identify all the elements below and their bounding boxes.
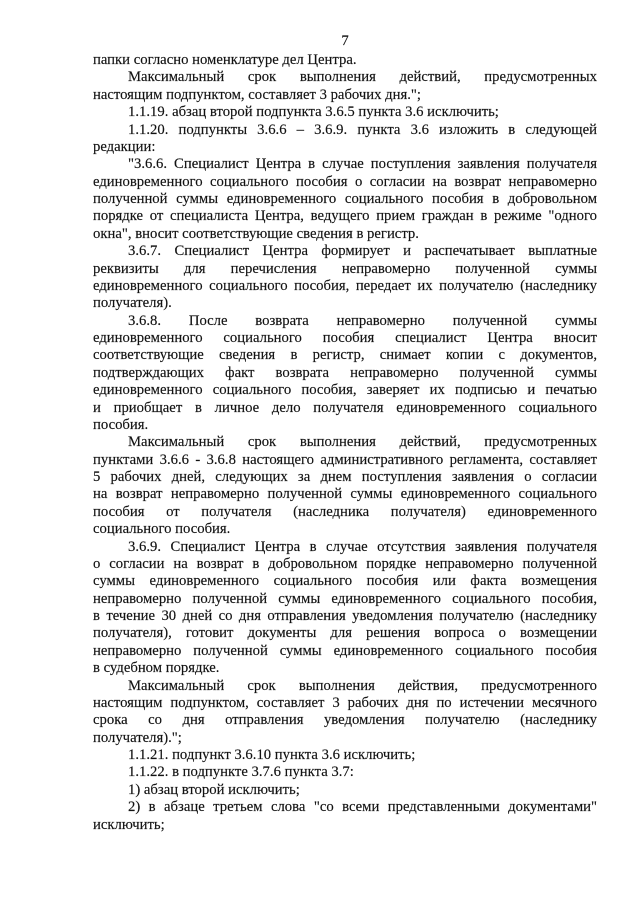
text-line: 3.6.7. Специалист Центра формирует и распечатывает выплатные xyxy=(128,243,597,260)
paragraph xyxy=(93,799,597,834)
text-line: пособия от получателя (наследника получателя) единовременного xyxy=(93,503,597,520)
text-line: исключить; xyxy=(93,816,165,833)
text-line: 1.1.19. абзац второй подпункта 3.6.5 пункта 3.6 исключить; xyxy=(128,104,499,121)
paragraph xyxy=(93,69,597,104)
paragraph xyxy=(93,313,597,435)
text-line: реквизиты для перечисления неправомерно полученной суммы xyxy=(93,260,597,277)
paragraph xyxy=(93,122,597,157)
text-line: получателя). xyxy=(93,295,172,312)
paragraph xyxy=(93,243,597,313)
text-line: 5 рабочих дней, следующих за днем поступления заявления о согласии xyxy=(93,469,597,485)
text-line: соответствующие сведения в регистр, снимает копии с документов, xyxy=(93,347,597,364)
text-line: получателя)."; xyxy=(93,729,182,746)
document-body xyxy=(93,52,597,834)
paragraph-continuation xyxy=(93,52,597,69)
paragraph xyxy=(93,434,597,538)
paragraph xyxy=(93,747,597,764)
text-line: суммы единовременного социального пособия или факта возмещения xyxy=(93,573,597,590)
text-line: единовременного социального пособия специалист Центра вносит xyxy=(93,330,597,346)
text-line: пунктами 3.6.6 - 3.6.8 настоящего административного регламента, составляет xyxy=(93,451,597,468)
text-line: 2) в абзаце третьем слова "со всеми представленными документами" xyxy=(128,799,597,816)
text-line: пособия. xyxy=(93,416,149,433)
paragraph xyxy=(93,678,597,748)
text-line: и приобщает в личное дело получателя единовременного социального xyxy=(93,399,597,416)
text-line: единовременного социального пособия о согласии на возврат неправомерно xyxy=(93,173,597,190)
text-line: Максимальный срок выполнения действий, предусмотренных xyxy=(128,434,597,451)
text-line: настоящим подпунктом, составляет 3 рабочих дня по истечении месячного xyxy=(93,694,597,711)
paragraph xyxy=(93,104,597,121)
text-line: социального пособия. xyxy=(93,521,231,538)
paragraph xyxy=(93,156,597,243)
paragraph xyxy=(93,764,597,781)
text-line: срока со дня отправления уведомления получателю (наследнику xyxy=(93,712,597,729)
text-line: на возврат неправомерно полученной суммы единовременного социального xyxy=(93,486,597,503)
text-line: 1.1.20. подпункты 3.6.6 – 3.6.9. пункта 3.6 изложить в следующей xyxy=(128,121,597,138)
text-line: "3.6.6. Специалист Центра в случае поступления заявления получателя xyxy=(128,156,597,173)
text-line: в судебном порядке. xyxy=(93,660,220,677)
text-line: получателя), готовит документы для решения вопроса о возмещении xyxy=(93,625,597,642)
page-number: 7 xyxy=(341,33,349,49)
text-line: полученной суммы единовременного социального пособия в добровольном xyxy=(93,191,597,207)
text-line: Максимальный срок выполнения действия, предусмотренного xyxy=(128,677,597,694)
text-line: 3.6.9. Специалист Центра в случае отсутствия заявления получателя xyxy=(128,538,597,555)
text-line: настоящим подпунктом, составляет 3 рабочих дня."; xyxy=(93,86,421,103)
text-line: в течение 30 дней со дня отправления уведомления получателю (наследнику xyxy=(93,608,597,624)
text-line: единовременного социального пособия, передает их получателю (наследнику xyxy=(93,277,597,294)
text-line: 1.1.22. в подпункте 3.7.6 пункта 3.7: xyxy=(128,764,354,781)
text-line: папки согласно номенклатуре дел Центра. xyxy=(93,52,357,68)
text-line: 1.1.21. подпункт 3.6.10 пункта 3.6 исключить; xyxy=(128,747,416,763)
text-line: Максимальный срок выполнения действий, предусмотренных xyxy=(128,69,597,86)
text-line: неправомерно полученной суммы единовременного социального пособия xyxy=(93,642,597,659)
text-line: 3.6.8. После возврата неправомерно полученной суммы xyxy=(128,312,597,329)
text-line: редакции: xyxy=(93,138,156,155)
text-line: подтверждающих факт возврата неправомерно полученной суммы xyxy=(93,364,597,381)
text-line: единовременного социального пособия, заверяет их подписью и печатью xyxy=(93,382,597,399)
text-line: окна", вносит соответствующие сведения в регистр. xyxy=(93,225,419,242)
text-line: неправомерно полученной суммы единовременного социального пособия, xyxy=(93,590,597,607)
text-line: порядке от специалиста Центра, ведущего прием граждан в режиме "одного xyxy=(93,208,597,225)
paragraph xyxy=(93,539,597,678)
text-line: 1) абзац второй исключить; xyxy=(128,781,300,798)
paragraph xyxy=(93,782,597,799)
text-line: о согласии на возврат в добровольном порядке неправомерно полученной xyxy=(93,555,597,572)
